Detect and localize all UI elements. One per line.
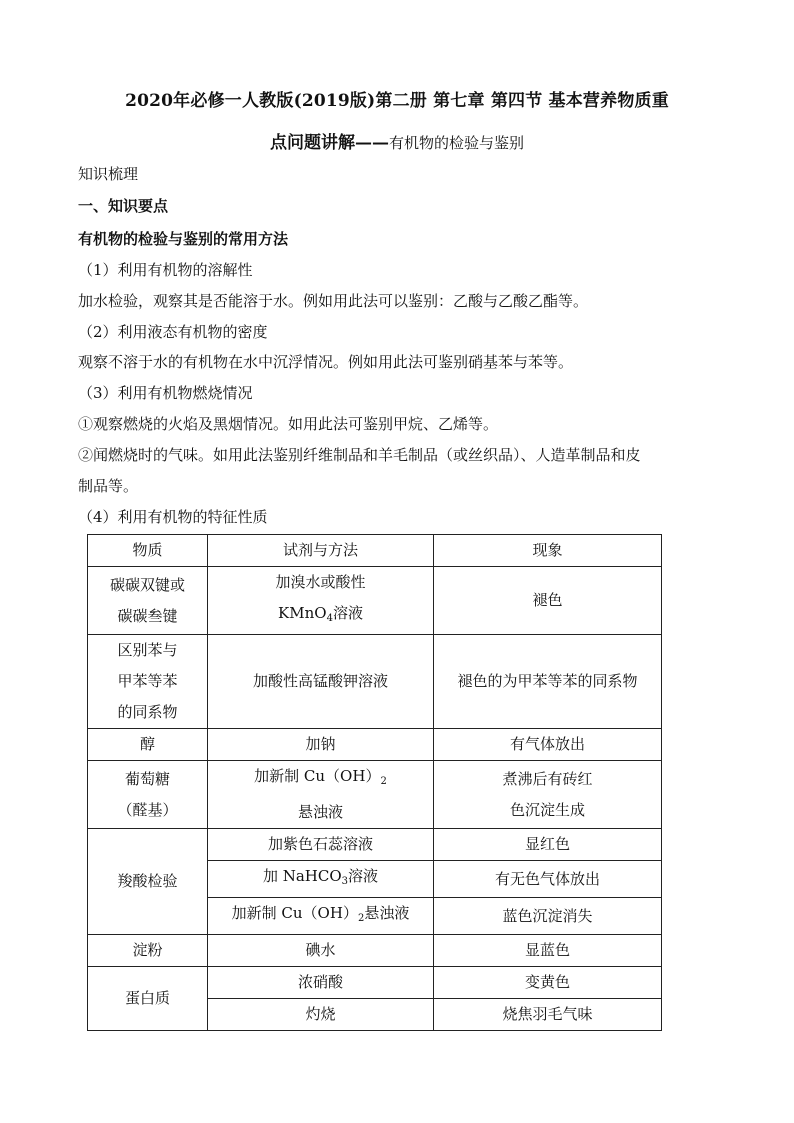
title-bold-part: 点问题讲解——: [269, 133, 389, 153]
method3-item2-line1: ②闻燃烧时的气味。如用此法鉴别纤维制品和羊毛制品（或丝织品）、人造革制品和皮: [78, 446, 641, 464]
table-cell-reagent: 加紫色石蕊溶液: [208, 829, 434, 861]
table-cell-reagent: 浓硝酸: [208, 967, 434, 999]
method4-title: （4）利用有机物的特征性质: [78, 508, 268, 526]
table-cell-substance: 醇: [88, 729, 208, 761]
table-header-row: [88, 535, 662, 567]
method2-body: 观察不溶于水的有机物在水中沉浮情况。例如用此法可鉴别硝基苯与苯等。: [78, 353, 574, 371]
method1-body: 加水检验，观察其是否能溶于水。例如用此法可以鉴别：乙酸与乙酸乙酯等。: [78, 292, 589, 310]
document-title-line1: 2020年必修一人教版(2019版)第二册 第七章 第四节 基本营养物质重: [125, 91, 669, 111]
table-header-reagent: 试剂与方法: [208, 535, 434, 567]
table-cell-reagent: 灼烧: [208, 999, 434, 1031]
table-cell-substance: 羧酸检验: [88, 829, 208, 935]
table-cell-reagent: 加新制 $Cu(OH)_2$悬浊液: [208, 898, 434, 935]
table-cell-substance: 淀粉: [88, 935, 208, 967]
table-header-substance: 物质: [88, 535, 208, 567]
table-row: [88, 935, 662, 967]
table-row: [88, 967, 662, 999]
table-cell-reagent: 加钠: [208, 729, 434, 761]
table-row: [88, 829, 662, 861]
table-cell-reagent: 加酸性高锰酸钾溶液: [208, 635, 434, 729]
method3-item2-line2: 制品等。: [78, 477, 139, 495]
table-cell-phenomenon: 烧焦羽毛气味: [434, 999, 662, 1031]
table-row: [88, 729, 662, 761]
heading-methods: 有机物的检验与鉴别的常用方法: [78, 230, 289, 248]
method2-title: （2）利用液态有机物的密度: [78, 323, 268, 341]
table-cell-phenomenon: 褪色: [434, 567, 662, 635]
method1-title: （1）利用有机物的溶解性: [78, 261, 253, 279]
table-cell-reagent: 加溴水或酸性 KMnO$_4$溶液: [208, 567, 434, 635]
table-cell-phenomenon: 显蓝色: [434, 935, 662, 967]
table-header-phenomenon: 现象: [434, 535, 662, 567]
table-cell-phenomenon: 有无色气体放出: [434, 861, 662, 898]
table-cell-substance: 葡萄糖 （醛基）: [88, 761, 208, 829]
table-row: [88, 567, 662, 635]
method3-title: （3）利用有机物燃烧情况: [78, 384, 253, 402]
table-cell-substance: 碳碳双键或 碳碳叁键: [88, 567, 208, 635]
table-cell-reagent: 碘水: [208, 935, 434, 967]
table-cell-phenomenon: 变黄色: [434, 967, 662, 999]
table-row: [88, 635, 662, 729]
table-cell-reagent: 加 NaHCO$_3$溶液: [208, 861, 434, 898]
table-cell-phenomenon: 显红色: [434, 829, 662, 861]
section-knowledge: 知识梳理: [78, 165, 139, 183]
table-cell-phenomenon: 褪色的为甲苯等苯的同系物: [434, 635, 662, 729]
table-cell-phenomenon: 煮沸后有砖红 色沉淀生成: [434, 761, 662, 829]
table-cell-substance: 区别苯与 甲苯等苯 的同系物: [88, 635, 208, 729]
method3-item1: ①观察燃烧的火焰及黑烟情况。如用此法可鉴别甲烷、乙烯等。: [78, 415, 499, 433]
identification-table: [87, 534, 662, 1031]
document-title-line2: [60, 128, 734, 153]
table-row: [88, 761, 662, 829]
heading-key-points: 一、知识要点: [78, 197, 169, 215]
title-subtopic: 有机物的检验与鉴别: [388, 134, 524, 152]
table-cell-phenomenon: 有气体放出: [434, 729, 662, 761]
table-cell-phenomenon: 蓝色沉淀消失: [434, 898, 662, 935]
table-cell-reagent: 加新制 $Cu(OH)_2$ 悬浊液: [208, 761, 434, 829]
table-cell-substance: 蛋白质: [88, 967, 208, 1031]
